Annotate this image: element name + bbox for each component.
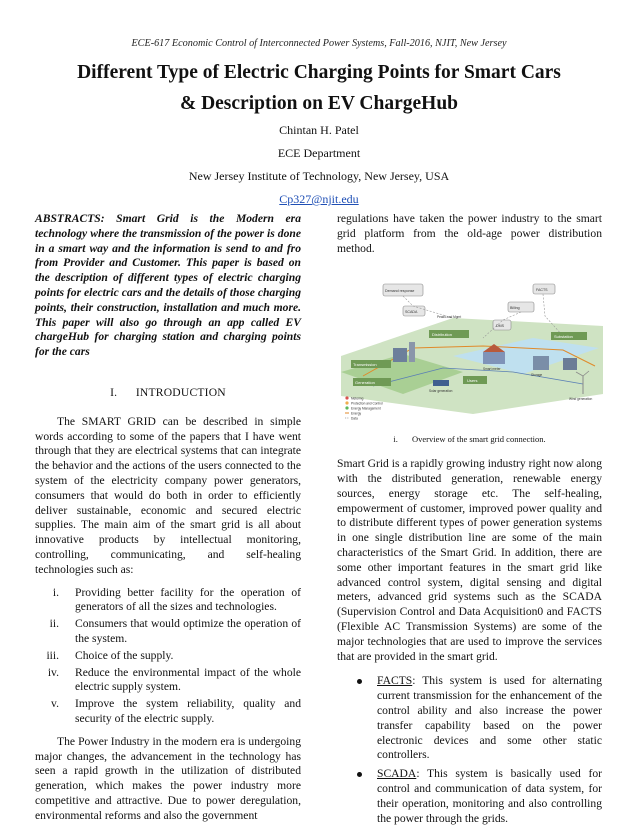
label-transmission: Transmission xyxy=(353,362,377,368)
paper-title-line-1: Different Type of Electric Charging Points for Smart Cars xyxy=(77,62,561,83)
legend-dot xyxy=(345,402,348,405)
bullet-icon xyxy=(357,772,362,777)
list-item xyxy=(35,586,301,616)
label-storage: Storage xyxy=(531,373,543,378)
label-substation: Substation xyxy=(554,334,573,340)
caption-text: Overview of the smart grid connection. xyxy=(412,434,546,445)
label-dms: DMS xyxy=(496,324,504,329)
legend-label: Metering xyxy=(351,396,364,401)
paper-title-line-2: & Description on EV ChargeHub xyxy=(179,93,459,114)
list-item xyxy=(35,617,301,647)
smart-grid-figure xyxy=(333,276,605,424)
label-ppm: Peak/Load Mgmt xyxy=(437,315,462,320)
author-name: Chintan H. Patel xyxy=(279,123,359,137)
legend-label: Energy Management xyxy=(351,406,381,411)
right-column xyxy=(337,212,602,830)
list-text: Improve the system reliability, quality and security of the electric supply. xyxy=(75,697,301,725)
house-icon xyxy=(483,352,505,364)
author-institution: New Jersey Institute of Technology, New Jersey, USA xyxy=(188,169,450,183)
list-text: Reduce the environmental impact of the whole electric supply system. xyxy=(75,665,301,694)
bullet-term: FACTS xyxy=(377,674,413,688)
bullet-text: : This system is used for alternating current transmission for the enhancement of the control ability and also increase the power transfer capability based on the power electronic devices and some other static controllers. xyxy=(377,674,602,762)
author-email-link[interactable]: Cp327@njit.edu xyxy=(279,192,359,206)
list-item xyxy=(337,767,602,826)
list-text: Consumers that would optimize the operation of the system. xyxy=(75,617,301,645)
author-department: ECE Department xyxy=(277,146,361,160)
list-text: Providing better facility for the operation of generators of all the sizes and technologies. xyxy=(75,585,301,614)
technology-bullets xyxy=(337,674,602,826)
section-number: I. xyxy=(110,385,118,399)
label-smart-meter: Smart meter xyxy=(483,367,501,372)
label-solar: Solar generation xyxy=(429,389,453,394)
section-heading-introduction xyxy=(35,386,301,401)
label-demand-response: Demand response xyxy=(385,289,415,294)
label-scada: SCADA xyxy=(405,310,418,315)
list-item xyxy=(35,666,301,696)
legend-dot xyxy=(345,397,348,400)
label-wind: Wind generation xyxy=(569,397,593,402)
factory-icon xyxy=(533,356,549,370)
section-title: INTRODUCTION xyxy=(135,385,226,399)
legend-label: Protection and Control xyxy=(351,401,383,406)
list-number: iv. xyxy=(47,665,59,679)
solar-panel-icon xyxy=(433,380,449,386)
left-column xyxy=(35,212,301,823)
cooling-tower-icon xyxy=(409,342,415,362)
bullet-text: : This system is basically used for control and communication of data system, for their operation, monitoring and also controlling the power through the grids. xyxy=(377,767,602,825)
list-text: Choice of the supply. xyxy=(75,648,174,662)
list-item xyxy=(35,697,301,727)
intro-paragraph-1: The SMART GRID can be described in simple words according to some of the papers that I have went through that they are electrical systems that can integrate the behavior and the actions of the users connected to the system of the electricity company power generators, consumers that would do both in order to efficiently deliver sustainable, economic and secured electric supplies. The main aim of the smart grid is all about innovative products by intellectual monitoring, controlling, communicating, and self-healing technologies such as: xyxy=(35,414,301,576)
list-number: i. xyxy=(52,585,59,599)
office-icon xyxy=(563,358,577,370)
label-facts: FACTS xyxy=(536,288,548,293)
figure-caption xyxy=(337,432,602,447)
list-number: ii. xyxy=(49,617,59,631)
bullet-term: SCADA xyxy=(377,767,417,781)
smart-grid-diagram xyxy=(333,276,605,424)
label-distribution: Distribution xyxy=(432,332,453,338)
running-header: ECE-617 Economic Control of Interconnected Power Systems, Fall-2016, NJIT, New Jersey xyxy=(131,38,507,49)
continued-paragraph: regulations have taken the power industry to the smart grid platform from the old-age power distribution method. xyxy=(337,212,602,255)
intro-paragraph-2: The Power Industry in the modern era is undergoing major changes, the advancement in the technology has seen a rapid growth in the utilization of distributed generation, which makes the power industry more competitive and attractive. Due to power deregulation, environmental reforms and also the government xyxy=(35,734,301,822)
label-generation: Generation xyxy=(355,380,375,386)
list-number: iii. xyxy=(46,648,59,662)
caption-number: i. xyxy=(393,434,398,445)
list-item xyxy=(35,649,301,664)
legend-dot xyxy=(345,407,348,410)
abstract: ABSTRACTS: Smart Grid is the Modern era technology where the transmission of the power is done in a smart way and the information is send to and fro from Provider and Customer. This paper is based on the description of different types of electric charging points for electric cars and the details of those charging points, their construction, installation and much more. This paper will also go through an app called EV chargeHub for charging station and charging points for the cars xyxy=(35,212,301,359)
legend-label: Energy xyxy=(351,411,362,416)
label-users: Users xyxy=(467,378,478,384)
smart-grid-paragraph: Smart Grid is a rapidly growing industry right now along with the distributed generation, renewable energy sources, energy storage etc. The self-healing, empowerment of customer, improved power quality and to distribute different types of power generation systems in one single distribution line are some of the main characteristics of the Smart Grid. In addition, there are some other important features in the smart grid like advanced control system, digital sensing and digital meters, advanced grid systems such as the SCADA (Supervision Control and Data Acquisition0 and FACTS (Flexible AC Transmission Systems) are some of the major technologies that are used to improve the services that are provided in the smart grid. xyxy=(337,457,603,663)
legend-label: Data xyxy=(351,416,358,421)
list-number: v. xyxy=(51,697,59,711)
power-plant-icon xyxy=(393,348,407,362)
benefits-list xyxy=(35,586,301,727)
list-item xyxy=(337,674,602,763)
bullet-icon xyxy=(357,679,362,684)
label-billing: Billing xyxy=(510,306,520,311)
